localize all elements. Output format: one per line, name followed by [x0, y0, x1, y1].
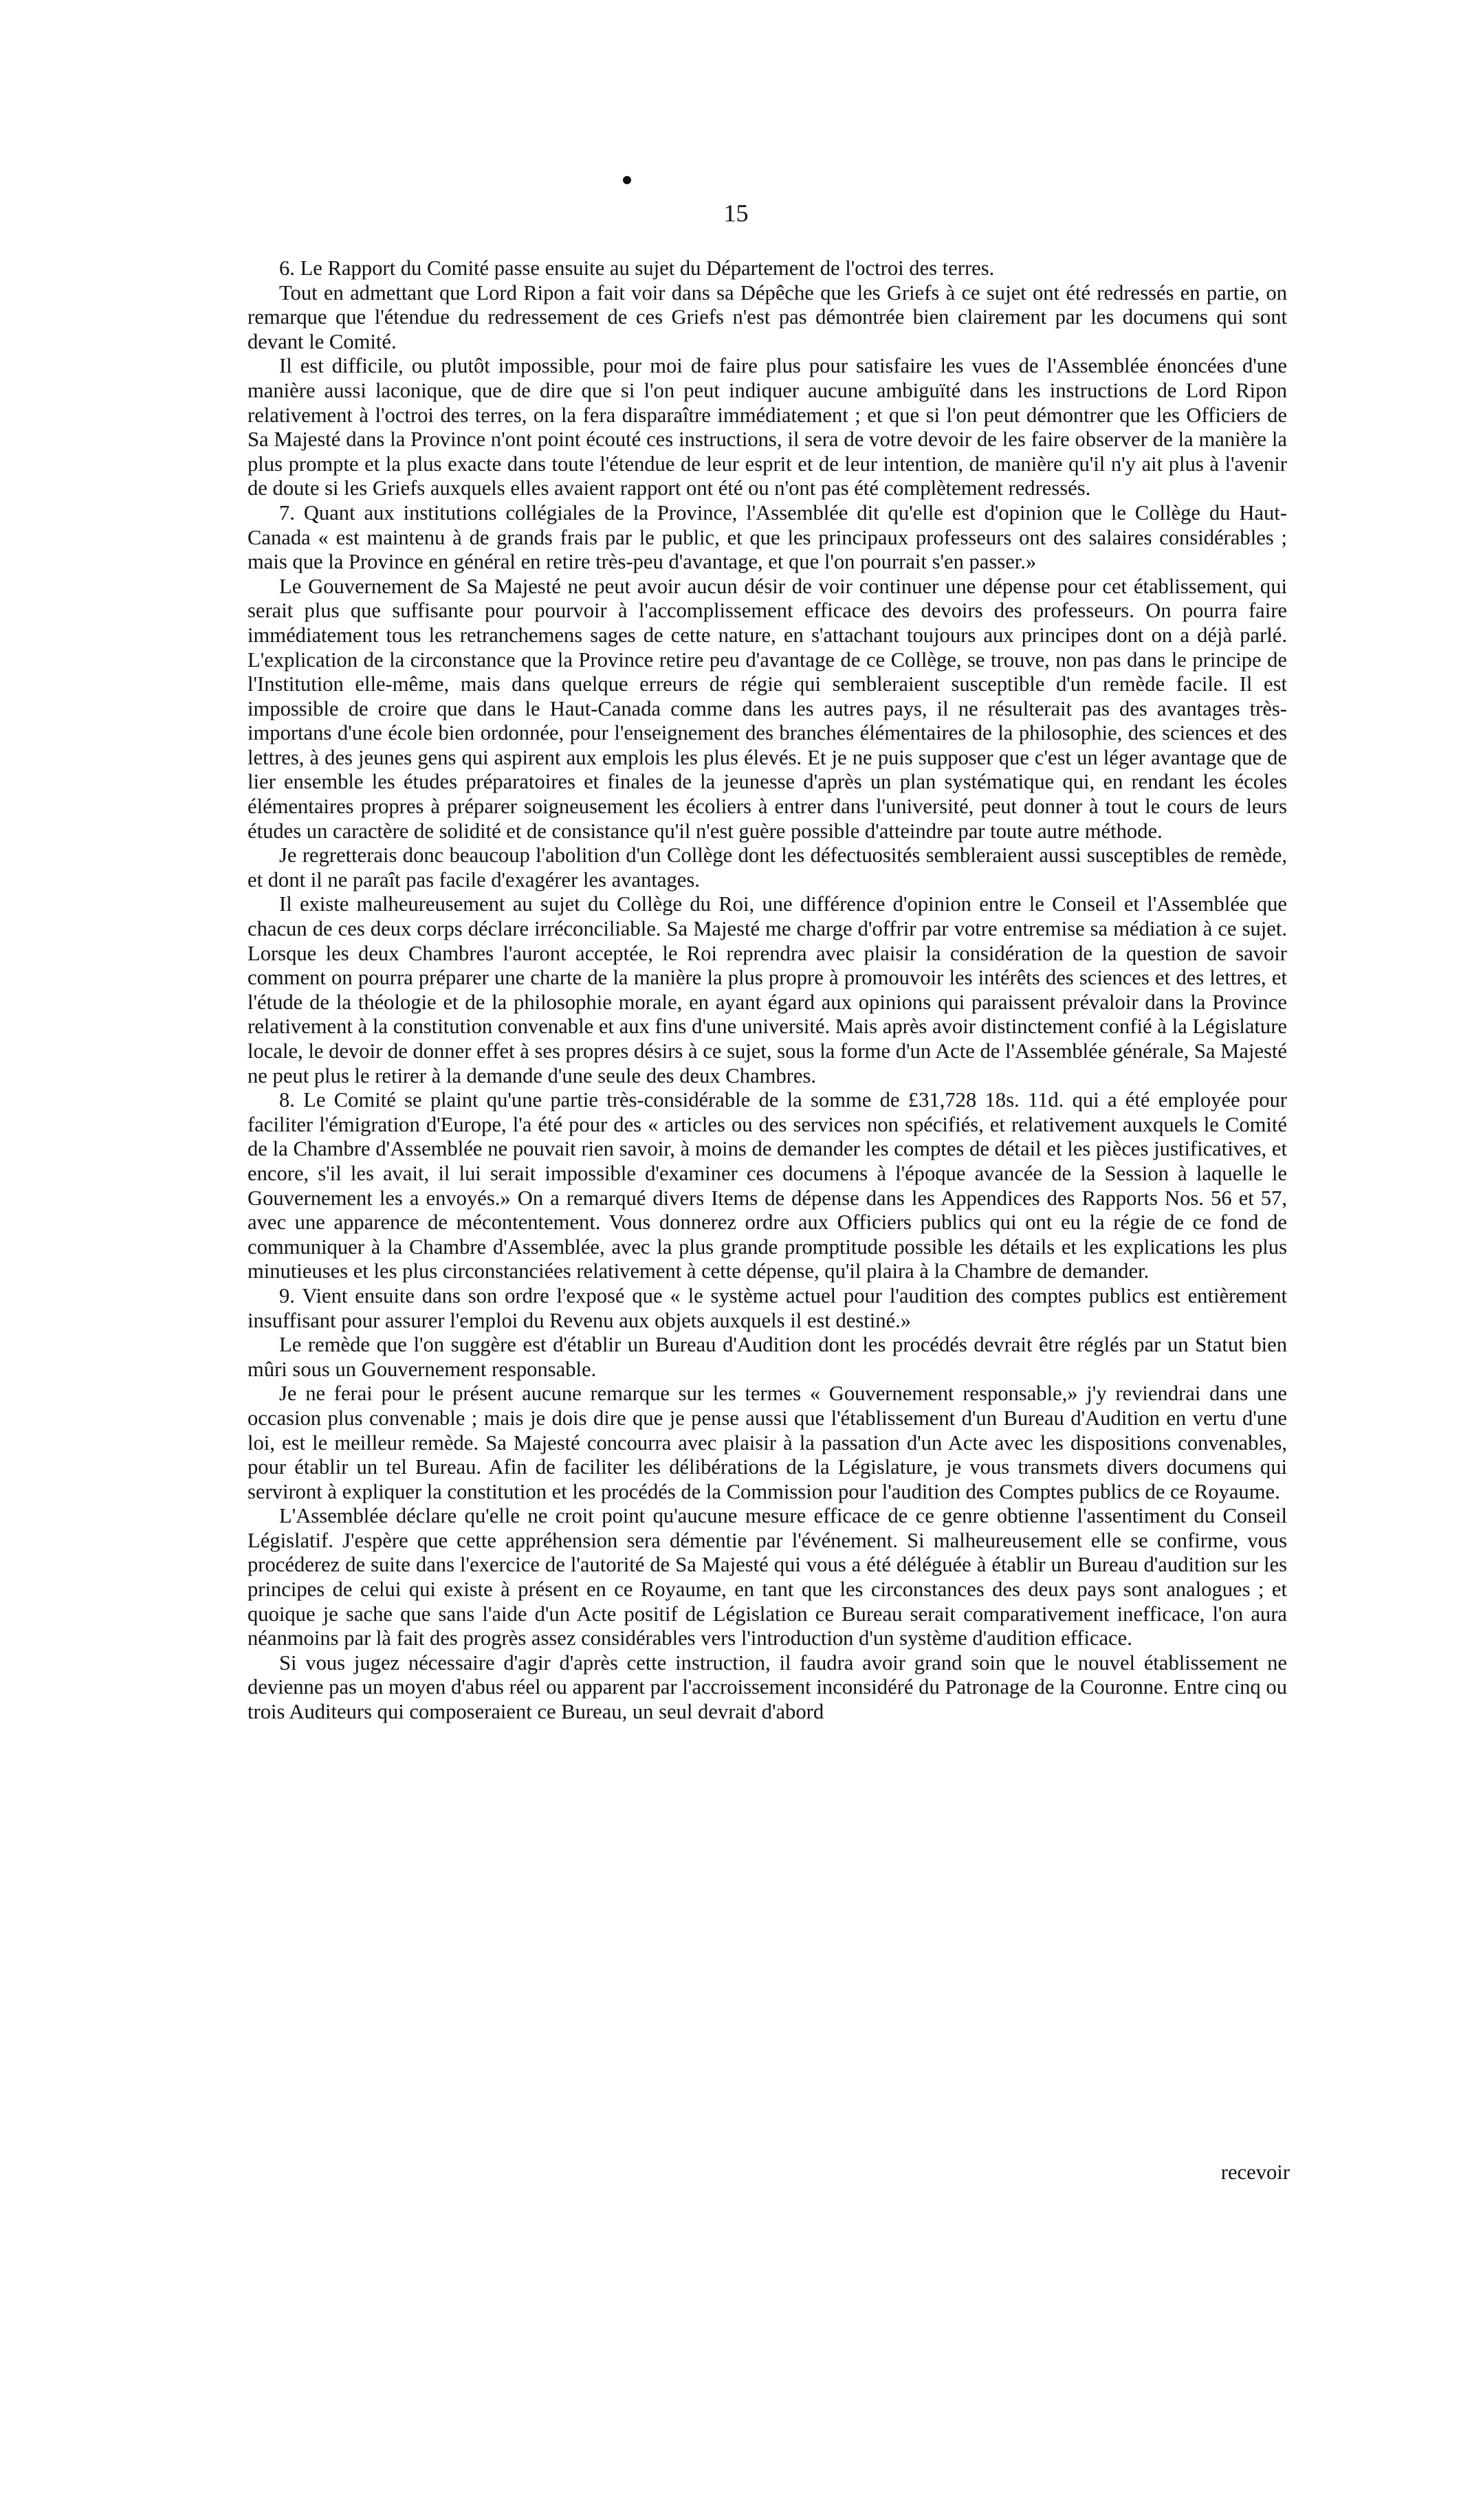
printer-dot [623, 176, 631, 184]
paragraph: 7. Quant aux institutions collégiales de la Province, l'Assemblée dit qu'elle est d'opinion que le Collège du Haut-Canada « est maintenu à de grands frais par le public, et que les principaux professeurs ont des salaires considérables ; mais que la Province en général en retire très-peu d'avantage, et que l'on pourrait s'en passer.» [248, 500, 1287, 574]
page-number: 15 [723, 199, 749, 227]
paragraph: Si vous jugez nécessaire d'agir d'après cette instruction, il faudra avoir grand soin que le nouvel établissement ne devienne pas un moyen d'abus réel ou apparent par l'accroissement inconsidéré du Patronage de la Couronne. Entre cinq ou trois Auditeurs qui composeraient ce Bureau, un seul devrait d'abord [248, 1650, 1287, 1724]
paragraph: Il existe malheureusement au sujet du Collège du Roi, une différence d'opinion entre le Conseil et l'Assemblée que chacun de ces deux corps déclare irréconciliable. Sa Majesté me charge d'offrir par votre entremise sa médiation à ce sujet. Lorsque les deux Chambres l'auront acceptée, le Roi reprendra avec plaisir la considération de la question de savoir comment on pourra préparer une charte de la manière la plus propre à promouvoir les intérêts des sciences et des lettres, et l'étude de la théologie et de la philosophie morale, en ayant égard aux opinions qui paraissent prévaloir dans la Province relativement à la constitution convenable et aux fins d'une université. Mais après avoir distinctement confié à la Législature locale, le devoir de donner effet à ses propres désirs à ce sujet, sous la forme d'un Acte de l'Assemblée générale, Sa Majesté ne peut plus le retirer à la demande d'une seule des deux Chambres. [248, 892, 1287, 1087]
paragraph: Le Gouvernement de Sa Majesté ne peut avoir aucun désir de voir continuer une dépense pour cet établissement, qui serait plus que suffisante pour pourvoir à l'accomplissement efficace des devoirs des professeurs. On pourra faire immédiatement tous les retranchemens sages de cette nature, en s'attachant toujours aux principes dont on a déjà parlé. L'explication de la circonstance que la Province retire peu d'avantage de ce Collège, se trouve, non pas dans le principe de l'Institution elle-même, mais dans quelque erreurs de régie qui sembleraient susceptible d'un remède facile. Il est impossible de croire que dans le Haut-Canada comme dans les autres pays, il ne résulterait pas des avantages très-importans d'une école bien ordonnée, pour l'enseignement des branches élémentaires de la philosophie, des sciences et des lettres, à des jeunes gens qui aspirent aux emplois les plus élevés. Et je ne puis supposer que c'est un léger avantage que de lier ensemble les études préparatoires et finales de la jeunesse d'après un plan systématique qui, en rendant les écoles élémentaires propres à préparer soigneusement les écoliers à entrer dans l'université, peut donner à tout le cours de leurs études un caractère de solidité et de consistance qu'il n'est guère possible d'atteindre par toute autre méthode. [248, 574, 1287, 843]
body-text [248, 256, 1287, 1725]
paragraph: 9. Vient ensuite dans son ordre l'exposé que « le système actuel pour l'audition des comptes publics est entièrement insuffisant pour assurer l'emploi du Revenu aux objets auxquels il est destiné.» [248, 1283, 1287, 1332]
paragraph: Tout en admettant que Lord Ripon a fait voir dans sa Dépêche que les Griefs à ce sujet ont été redressés en partie, on remarque que l'étendue du redressement de ces Griefs n'est pas démontrée bien clairement par les documens qui sont devant le Comité. [248, 280, 1287, 353]
paragraph: Le remède que l'on suggère est d'établir un Bureau d'Audition dont les procédés devrait être réglés par un Statut bien mûri sous un Gouvernement responsable. [248, 1333, 1287, 1381]
paragraph: Je regretterais donc beaucoup l'abolition d'un Collège dont les défectuosités sembleraient aussi susceptibles de remède, et dont il ne paraît pas facile d'exagérer les avantages. [248, 843, 1287, 892]
paragraph: L'Assemblée déclare qu'elle ne croit point qu'aucune mesure efficace de ce genre obtienne l'assentiment du Conseil Législatif. J'espère que cette appréhension sera démentie par l'événement. Si malheureusement elle se confirme, vous procéderez de suite dans l'exercice de l'autorité de Sa Majesté qui vous a été déléguée à établir un Bureau d'audition sur les principes de celui qui existe à présent en ce Royaume, en tant que les circonstances des deux pays sont analogues ; et quoique je sache que sans l'aide d'un Acte positif de Législation ce Bureau serait comparativement inefficace, l'on aura néanmoins par là fait des progrès assez considérables vers l'introduction d'un système d'audition efficace. [248, 1504, 1287, 1650]
paragraph: Je ne ferai pour le présent aucune remarque sur les termes « Gouvernement responsable,» j'y reviendrai dans une occasion plus convenable ; mais je dois dire que je pense aussi que l'établissement d'un Bureau d'Audition en vertu d'une loi, est le meilleur remède. Sa Majesté concourra avec plaisir à la passation d'un Acte avec les dispositions convenables, pour établir un tel Bureau. Afin de faciliter les délibérations de la Législature, je vous transmets divers documens qui serviront à expliquer la constitution et les procédés de la Commission pour l'audition des Comptes publics de ce Royaume. [248, 1382, 1287, 1503]
paragraph: Il est difficile, ou plutôt impossible, pour moi de faire plus pour satisfaire les vues de l'Assemblée énoncées d'une manière aussi laconique, que de dire que si l'on peut indiquer aucune ambiguïté dans les instructions de Lord Ripon relativement à l'octroi des terres, on la fera disparaître immédiatement ; et que si l'on peut démontrer que les Officiers de Sa Majesté dans la Province n'ont point écouté ces instructions, il sera de votre devoir de les faire observer de la manière la plus prompte et la plus exacte dans toute l'étendue de leur esprit et de leur intention, de manière qu'il n'y ait plus à l'avenir de doute si les Griefs auxquels elles avaient rapport ont été ou n'ont pas été complètement redressés. [248, 354, 1287, 500]
paragraph: 6. Le Rapport du Comité passe ensuite au sujet du Département de l'octroi des terres. [279, 256, 995, 280]
paragraph: 8. Le Comité se plaint qu'une partie très-considérable de la somme de £31,728 18s. 11d. qui a été employée pour faciliter l'émigration d'Europe, l'a été pour des « articles ou des services non spécifiés, et relativement auxquels le Comité de la Chambre d'Assemblée ne pouvait rien savoir, à moins de demander les comptes de détail et les pièces justificatives, et encore, s'il les avait, il lui serait impossible d'examiner ces documens à l'époque avancée de la Session à laquelle le Gouvernement les a envoyés.» On a remarqué divers Items de dépense dans les Appendices des Rapports Nos. 56 et 57, avec une apparence de mécontentement. Vous donnerez ordre aux Officiers publics qui ont eu la régie de ce fond de communiquer à la Chambre d'Assemblée, avec la plus grande promptitude possible les détails et les explications les plus minutieuses et les plus circonstanciées relativement à cette dépense, qu'il plaira à la Chambre de demander. [248, 1088, 1287, 1283]
catchword: recevoir [1220, 2160, 1290, 2184]
